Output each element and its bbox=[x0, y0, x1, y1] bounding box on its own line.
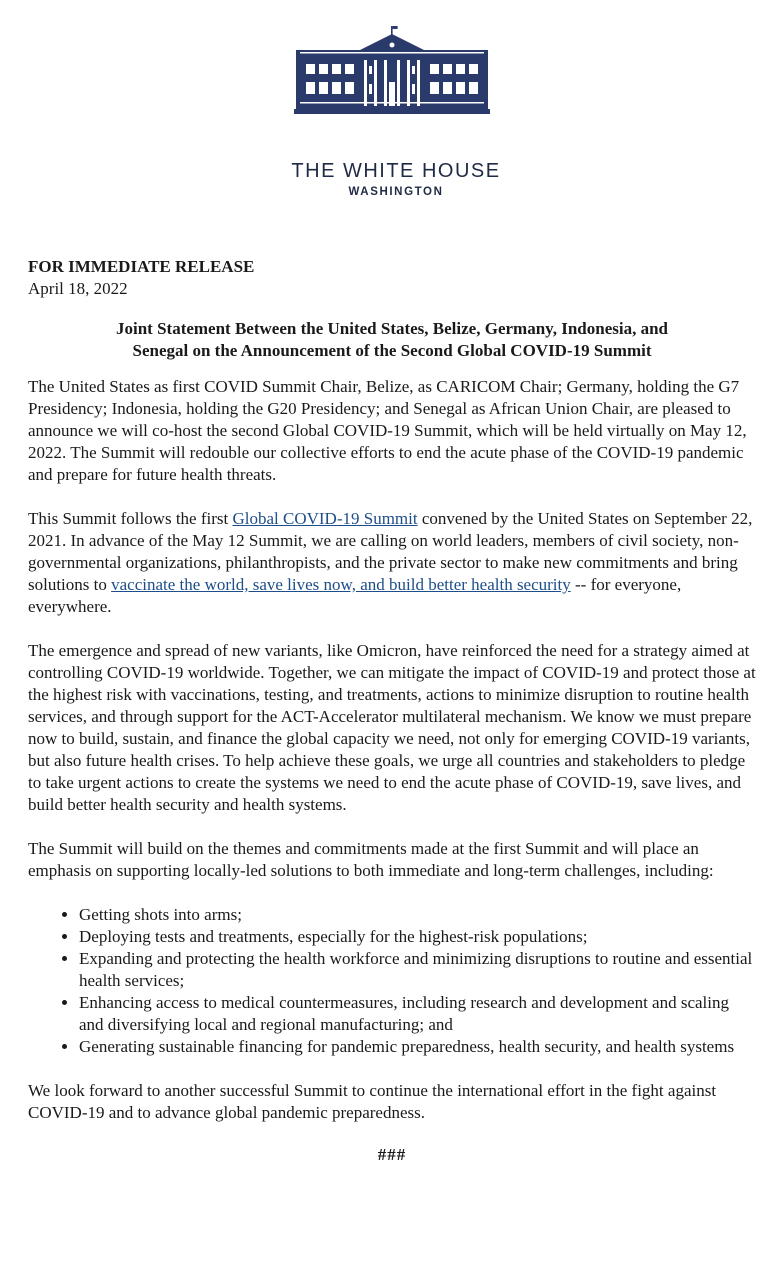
list-item: • Enhancing access to medical countermeasures, including research and development and scaling and diversifying local and regional manufacturing; and bbox=[79, 992, 756, 1036]
org-city: WASHINGTON bbox=[348, 186, 444, 198]
paragraph-1: The United States as first COVID Summit Chair, Belize, as CARICOM Chair; Germany, holding the G7 Presidency; Indonesia, holding the G20 Presidency; and Senegal as African Union Chair, are pleased to announce we will co-host the second Global COVID-19 Summit, which will be held virtually on May 12, 2022. The Summit will redouble our collective efforts to end the acute phase of the COVID-19 pandemic and prepare for future health threats. bbox=[28, 377, 747, 484]
list-item: • Deploying tests and treatments, especially for the highest-risk populations; bbox=[79, 926, 756, 948]
title-line-1: Joint Statement Between the United States, Belize, Germany, Indonesia, and bbox=[115, 319, 668, 338]
paragraph-2-text-c: -- for everyone, everywhere. bbox=[28, 575, 682, 616]
title-line-2: Senegal on the Announcement of the Second Global COVID-19 Summit bbox=[132, 341, 652, 360]
list-item: • Getting shots into arms; bbox=[79, 904, 756, 926]
paragraph-4: The Summit will build on the themes and commitments made at the first Summit and will place an emphasis on supporting locally-led solutions to both immediate and long-term challenges, including: bbox=[28, 839, 714, 880]
paragraph-5: We look forward to another successful Summit to continue the international effort in the fight against COVID-19 and to advance global pandemic preparedness. bbox=[28, 1081, 717, 1122]
paragraph-2-text-b: convened by the United States on September 22, 2021. In advance of the May 12 Summit, we are calling on world leaders, members of civil society, non-governmental organizations, philanthropists, and the private sector to make new commitments and bring solutions to bbox=[28, 509, 753, 594]
white-house-logo-icon bbox=[294, 22, 490, 116]
vaccinate-world-link[interactable]: vaccinate the world, save lives now, and build better health security bbox=[111, 575, 571, 594]
paragraph-3: The emergence and spread of new variants, like Omicron, have reinforced the need for a strategy aimed at controlling COVID-19 worldwide. Together, we can mitigate the impact of COVID-19 and protect those at the highest risk with vaccinations, testing, and treatments, actions to minimize disruption to routine health services, and through support for the ACT-Accelerator multilateral mechanism. We know we must prepare now to build, sustain, and finance the global capacity we need, not only for emerging COVID-19 variants, but also future health crises. To help achieve these goals, we urge all countries and stakeholders to pledge to take urgent actions to create the systems we need to end the acute phase of COVID-19, save lives, and build better health security and health systems. bbox=[28, 641, 756, 814]
release-label: FOR IMMEDIATE RELEASE bbox=[28, 257, 255, 276]
statement-title bbox=[28, 318, 756, 362]
list-item: • Generating sustainable financing for pandemic preparedness, health security, and health systems bbox=[79, 1036, 756, 1058]
themes-list bbox=[28, 904, 756, 1058]
org-name: THE WHITE HOUSE bbox=[291, 160, 501, 182]
global-summit-link[interactable]: Global COVID-19 Summit bbox=[232, 509, 418, 528]
list-item: • Expanding and protecting the health workforce and minimizing disruptions to routine and essential health services; bbox=[79, 948, 756, 992]
end-mark: ### bbox=[377, 1145, 407, 1164]
letterhead bbox=[0, 22, 784, 198]
release-body bbox=[28, 256, 756, 1166]
release-date: April 18, 2022 bbox=[28, 279, 128, 298]
paragraph-2-text-a: This Summit follows the first bbox=[28, 509, 233, 528]
paragraph-2 bbox=[28, 508, 756, 618]
